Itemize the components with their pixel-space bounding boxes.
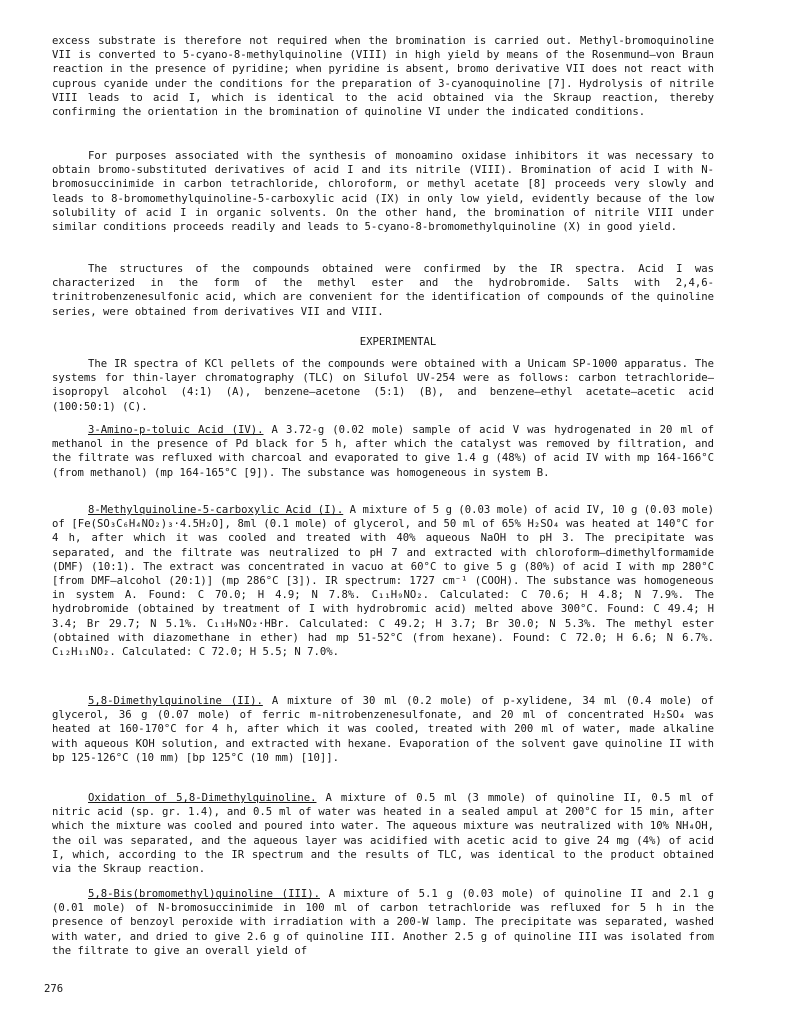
paragraph-bis-bromomethyl-quinoline	[52, 887, 714, 958]
compound-title-ii: 5,8-Dimethylquinoline (II).	[88, 695, 263, 707]
compound-title-iii: 5,8-Bis(bromomethyl)quinoline (III).	[88, 888, 320, 900]
paragraph-structure-confirmation: The structures of the compounds obtained were confirmed by the IR spectra. Acid I was characterized in the form of the methyl ester and the hydrobromide. Salts with 2,4,6-trinitrobenzenesulfonic acid, which are convenient for the identification of compounds of the quinoline series, were obtained from derivatives VII and VIII.	[52, 263, 714, 318]
paragraph-bromination-outcome: excess substrate is therefore not required when the bromination is carried out. Methyl-bromoquinoline VII is converted to 5-cyano-8-methylquinoline (VIII) in high yield by means of the Rosenmund–von Braun reaction in the presence of pyridine; when pyridine is absent, bromo derivative VII does not react with cuprous cyanide under the conditions for the preparation of 3-cyanoquinoline [7]. Hydrolysis of nitrile VIII leads to acid I, which is identical to the acid obtained via the Skraup reaction, thereby confirming the orientation in the bromination of quinoline VI under the indicated conditions.	[52, 35, 714, 119]
page-number: 276	[44, 983, 64, 995]
compound-title-iv: 3-Amino-p-toluic Acid (IV).	[88, 424, 264, 436]
paragraph-amino-toluic-acid	[52, 423, 714, 480]
paragraph-methylquinoline-carboxylic-acid	[52, 503, 714, 659]
section-heading-experimental: EXPERIMENTAL	[359, 336, 437, 348]
paragraph-dimethylquinoline	[52, 694, 714, 765]
procedure-text-oxidation: A mixture of 0.5 ml (3 mmole) of quinoline II, 0.5 ml of nitric acid (sp. gr. 1.4), and 0.5 ml of water was heated in a sealed ampul at 200°C for 15 min, after which the mixture was cooled and poured into water. The aqueous mixture was neutralized with 10% NH₄OH, the oil was separated, and the aqueous layer was acidified with acetic acid to give 24 mg (4%) of acid I, which, according to the IR spectrum and the results of TLC, was identical to the product obtained via the Skraup reaction.	[52, 792, 715, 876]
paragraph-experimental-intro: The IR spectra of KCl pellets of the compounds were obtained with a Unicam SP-1000 apparatus. The systems for thin-layer chromatography (TLC) on Silufol UV-254 were as follows: carbon tetrachloride–isopropyl alcohol (4:1) (A), benzene–acetone (5:1) (B), and benzene–ethyl acetate–acetic acid (100:50:1) (C).	[52, 358, 714, 413]
procedure-text-iii: A mixture of 5.1 g (0.03 mole) of quinoline II and 2.1 g (0.01 mole) of N-bromosuccinimide in 100 ml of carbon tetrachloride was refluxed for 5 h in the presence of benzoyl peroxide with irradiation with a 200-W lamp. The precipitate was separated, washed with water, and dried to give 2.6 g of quinoline III. Another 2.5 g of quinoline III was isolated from the filtrate to give an overall yield of	[52, 888, 714, 957]
procedure-text-iv: A 3.72-g (0.02 mole) sample of acid V was hydrogenated in 20 ml of methanol in the presence of Pd black for 5 h, after which the catalyst was removed by filtration, and the filtrate was refluxed with charcoal and evaporated to give 1.4 g (48%) of acid IV with mp 164-166°C (from methanol) (mp 164-165°C [9]). The substance was homogeneous in system B.	[52, 424, 714, 479]
procedure-text-ii: A mixture of 30 ml (0.2 mole) of p-xylidene, 34 ml (0.4 mole) of glycerol, 36 g (0.07 mole) of ferric m-nitrobenzenesulfonate, and 20 ml of concentrated H₂SO₄ was heated at 160-170°C for 4 h, after which it was cooled, treated with 200 ml of water, made alkaline with aqueous KOH solution, and extracted with hexane. Evaporation of the solvent gave quinoline II with bp 125-126°C (10 mm) [bp 125°C (10 mm) [10]].	[52, 695, 714, 764]
procedure-text-i: A mixture of 5 g (0.03 mole) of acid IV, 10 g (0.03 mole) of [Fe(SO₃C₆H₄NO₂)₃·4.5H₂O], 8ml (0.1 mole) of glycerol, and 50 ml of 65% H₂SO₄ was heated at 140°C for 4 h, after which it was cooled and treated with 40% aqueous NaOH to pH 3. The precipitate was separated, and the filtrate was neutralized to pH 7 and extracted with chloroform–dimethylformamide (DMF) (10:1). The extract was concentrated in vacuo at 60°C to give 5 g (80%) of acid I with mp 280°C [from DMF–alcohol (20:1)] (mp 286°C [3]). IR spectrum: 1727 cm⁻¹ (COOH). The substance was homogeneous in system A. Found: C 70.0; H 4.9; N 7.8%. C₁₁H₉NO₂. Calculated: C 70.6; H 4.8; N 7.9%. The hydrobromide (obtained by treatment of I with hydrobromic acid) melted above 300°C. Found: C 49.4; H 3.4; Br 29.7; N 5.1%. C₁₁H₉NO₂·HBr. Calculated: C 49.2; H 3.7; Br 30.0; N 5.3%. The methyl ester (obtained with diazomethane in ether) had mp 51-52°C (from hexane). Found: C 72.0; H 6.6; N 6.7%. C₁₂H₁₁NO₂. Calculated: C 72.0; H 5.5; N 7.0%.	[52, 504, 714, 659]
procedure-title-oxidation: Oxidation of 5,8-Dimethylquinoline.	[88, 792, 317, 804]
paragraph-oxidation	[52, 791, 714, 876]
compound-title-i: 8-Methylquinoline-5-carboxylic Acid (I).	[88, 504, 344, 516]
paragraph-bromo-derivatives: For purposes associated with the synthesis of monoamino oxidase inhibitors it was necessary to obtain bromo-substituted derivatives of acid I and its nitrile (VIII). Bromination of acid I with N-bromosuccinimide in carbon tetrachloride, chloroform, or methyl acetate [8] proceeds very slowly and leads to 8-bromomethylquinoline-5-carboxylic acid (IX) in only low yield, evidently because of the low solubility of acid I in organic solvents. On the other hand, the bromination of nitrile VIII under similar conditions proceeds readily and leads to 5-cyano-8-bromomethylquinoline (X) in good yield.	[52, 150, 714, 234]
